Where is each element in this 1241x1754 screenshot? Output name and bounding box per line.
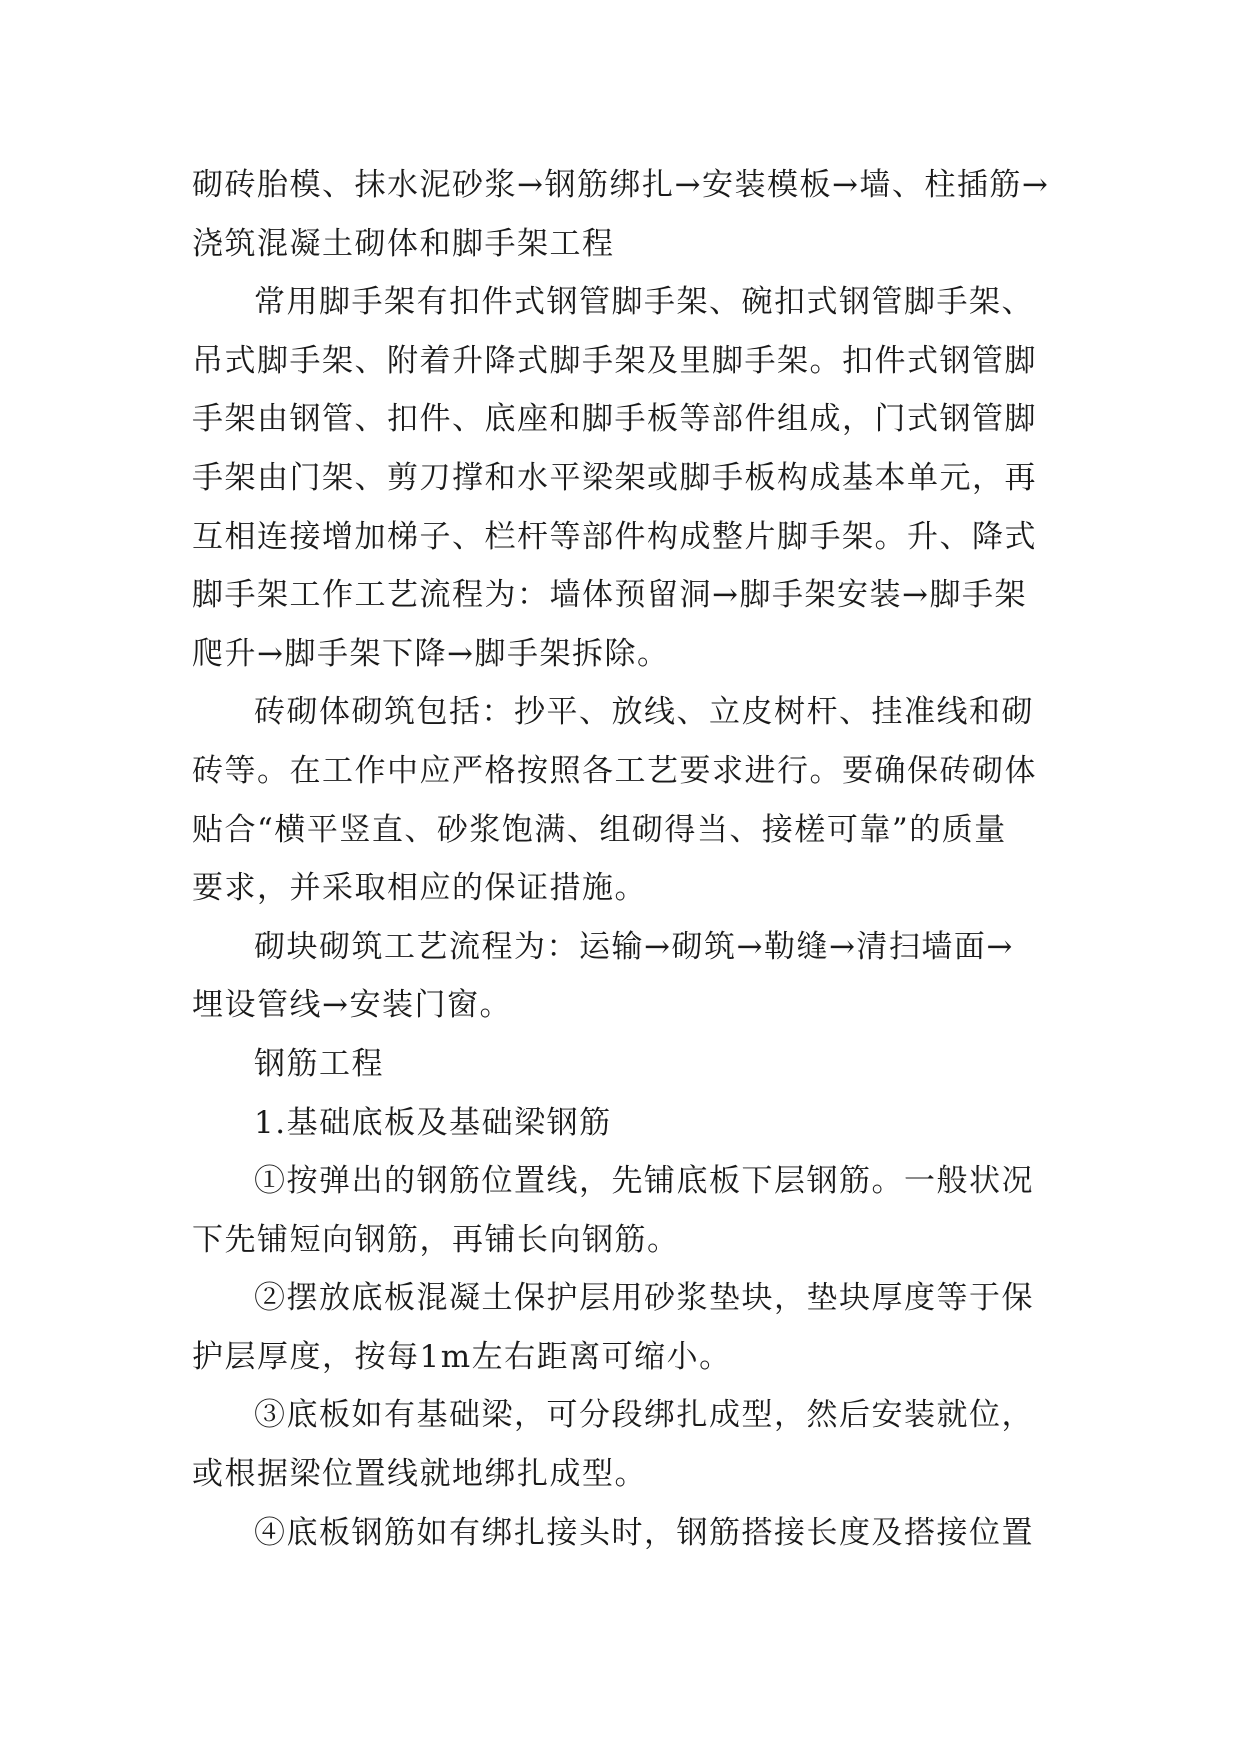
text-line: ②摆放底板混凝土保护层用砂浆垫块，垫块厚度等于保 [254,1280,1034,1317]
text-line: 护层厚度，按每1m左右距离可缩小。 [192,1338,732,1375]
text-line: ③底板如有基础梁，可分段绑扎成型，然后安装就位， [254,1397,1034,1434]
text-line: 常用脚手架有扣件式钢管脚手架、碗扣式钢管脚手架、 [254,284,1034,321]
text-line: 浇筑混凝土砌体和脚手架工程 [192,225,615,262]
text-line: ④底板钢筋如有绑扎接头时，钢筋搭接长度及搭接位置 [254,1514,1034,1551]
text-line: 埋设管线→安装门窗。 [192,987,512,1024]
text-line: 砖等。在工作中应严格按照各工艺要求进行。要确保砖砌体 [192,752,1037,789]
text-line: 或根据梁位置线就地绑扎成型。 [192,1456,647,1493]
section-heading: 钢筋工程 [254,1045,384,1082]
text-line: 手架由门架、剪刀撑和水平梁架或脚手板构成基本单元，再 [192,459,1037,496]
document-body [192,156,1052,1562]
text-line: 手架由钢管、扣件、底座和脚手板等部件组成，门式钢管脚 [192,401,1037,438]
text-line: 砌砖胎模、抹水泥砂浆→钢筋绑扎→安装模板→墙、柱插筋→ [192,167,1050,203]
text-line: ①按弹出的钢筋位置线，先铺底板下层钢筋。一般状况 [254,1163,1034,1200]
text-line: 砖砌体砌筑包括：抄平、放线、立皮树杆、挂准线和砌 [254,694,1034,731]
text-line: 爬升→脚手架下降→脚手架拆除。 [192,635,670,672]
text-line: 下先铺短向钢筋，再铺长向钢筋。 [192,1221,680,1258]
text-line: 脚手架工作工艺流程为：墙体预留洞→脚手架安装→脚手架 [192,577,1027,614]
text-line: 互相连接增加梯子、栏杆等部件构成整片脚手架。升、降式 [192,518,1037,555]
text-line: 吊式脚手架、附着升降式脚手架及里脚手架。扣件式钢管脚 [192,342,1037,379]
subsection-heading: 1.基础底板及基础梁钢筋 [254,1104,612,1141]
text-line: 要求，并采取相应的保证措施。 [192,870,647,907]
text-line: 贴合“横平竖直、砂浆饱满、组砌得当、接槎可靠”的质量 [192,811,1007,848]
text-line: 砌块砌筑工艺流程为：运输→砌筑→勒缝→清扫墙面→ [254,928,1014,965]
